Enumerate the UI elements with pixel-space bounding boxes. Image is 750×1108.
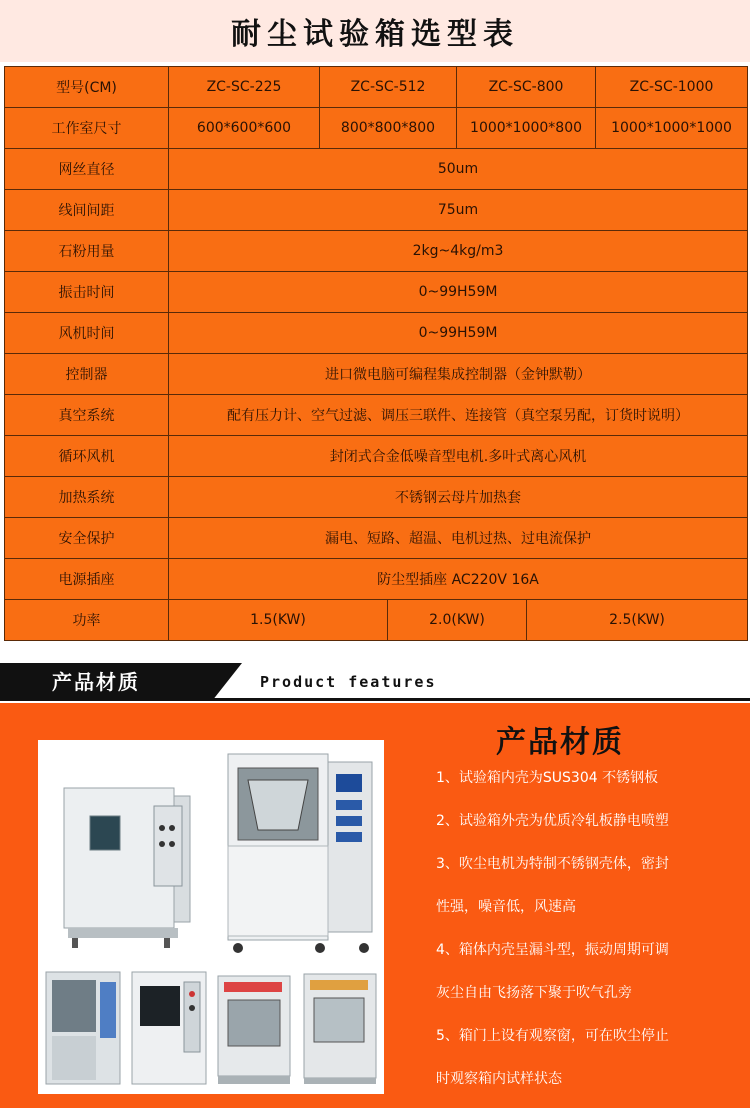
table-row (5, 518, 748, 559)
title-bar (0, 0, 750, 62)
row-value: 75um (169, 190, 748, 231)
product-photo-large-right (216, 750, 381, 958)
row-value: 封闭式合金低噪音型电机.多叶式离心风机 (169, 436, 748, 477)
section-title-en: Product features (260, 673, 437, 691)
row-value: 漏电、短路、超温、电机过热、过电流保护 (169, 518, 748, 559)
section-divider (0, 698, 750, 701)
table-row (5, 600, 748, 641)
page-title: 耐尘试验箱选型表 (231, 17, 519, 52)
table-row (5, 313, 748, 354)
product-photo-small-3 (214, 968, 294, 1088)
row-label: 真空系统 (5, 395, 169, 436)
row-label: 安全保护 (5, 518, 169, 559)
row-label: 线间间距 (5, 190, 169, 231)
feature-line: 性强，噪音低，风速高 (436, 899, 576, 915)
row-label: 电源插座 (5, 559, 169, 600)
row-value: 2kg~4kg/m3 (169, 231, 748, 272)
feature-line: 3、吹尘电机为特制不锈钢壳体，密封 (436, 856, 669, 872)
feature-line: 时观察箱内试样状态 (436, 1071, 562, 1087)
section-header (0, 663, 750, 701)
row-value: 配有压力计、空气过滤、调压三联件、连接管（真空泵另配，订货时说明） (169, 395, 748, 436)
size-cell: 600*600*600 (169, 108, 320, 149)
table-row (5, 477, 748, 518)
row-label: 控制器 (5, 354, 169, 395)
table-row (5, 272, 748, 313)
power-cell: 2.5(KW) (527, 600, 748, 641)
size-cell: 800*800*800 (320, 108, 457, 149)
model-cell: ZC-SC-225 (169, 67, 320, 108)
row-label: 网丝直径 (5, 149, 169, 190)
feature-line: 5、箱门上设有观察窗，可在吹尘停止 (436, 1028, 669, 1044)
model-cell: ZC-SC-800 (457, 67, 596, 108)
row-label: 循环风机 (5, 436, 169, 477)
table-row (5, 231, 748, 272)
row-label: 加热系统 (5, 477, 169, 518)
table-row (5, 395, 748, 436)
row-value: 50um (169, 149, 748, 190)
section-header-wedge (212, 663, 242, 701)
power-cell: 2.0(KW) (388, 600, 527, 641)
table-row (5, 354, 748, 395)
row-label: 功率 (5, 600, 169, 641)
product-photo-small-2 (130, 968, 208, 1088)
spec-table (4, 66, 748, 641)
feature-panel (0, 703, 750, 1108)
row-label: 型号(CM) (5, 67, 169, 108)
product-photo-collage (38, 740, 384, 1094)
row-label: 石粉用量 (5, 231, 169, 272)
section-title-cn: 产品材质 (52, 670, 140, 694)
product-photo-small-4 (300, 968, 380, 1088)
feature-line: 4、箱体内壳呈漏斗型，振动周期可调 (436, 942, 669, 958)
model-cell: ZC-SC-512 (320, 67, 457, 108)
table-row (5, 436, 748, 477)
feature-line: 2、试验箱外壳为优质冷轧板静电喷塑 (436, 813, 669, 829)
table-row (5, 67, 748, 108)
row-value: 0~99H59M (169, 272, 748, 313)
row-value: 防尘型插座 AC220V 16A (169, 559, 748, 600)
product-photo-small-1 (44, 968, 122, 1088)
feature-line: 1、试验箱内壳为SUS304 不锈钢板 (436, 770, 659, 786)
row-label: 风机时间 (5, 313, 169, 354)
model-cell: ZC-SC-1000 (596, 67, 748, 108)
row-label: 振击时间 (5, 272, 169, 313)
table-row (5, 559, 748, 600)
size-cell: 1000*1000*1000 (596, 108, 748, 149)
row-label: 工作室尺寸 (5, 108, 169, 149)
row-value: 不锈钢云母片加热套 (169, 477, 748, 518)
row-value: 0~99H59M (169, 313, 748, 354)
table-row (5, 149, 748, 190)
table-row (5, 108, 748, 149)
feature-title: 产品材质 (496, 725, 624, 760)
size-cell: 1000*1000*800 (457, 108, 596, 149)
row-value: 进口微电脑可编程集成控制器（金钟默勒） (169, 354, 748, 395)
feature-line: 灰尘自由飞扬落下聚于吹气孔旁 (436, 985, 632, 1001)
power-cell: 1.5(KW) (169, 600, 388, 641)
table-row (5, 190, 748, 231)
product-photo-large-left (46, 748, 206, 958)
